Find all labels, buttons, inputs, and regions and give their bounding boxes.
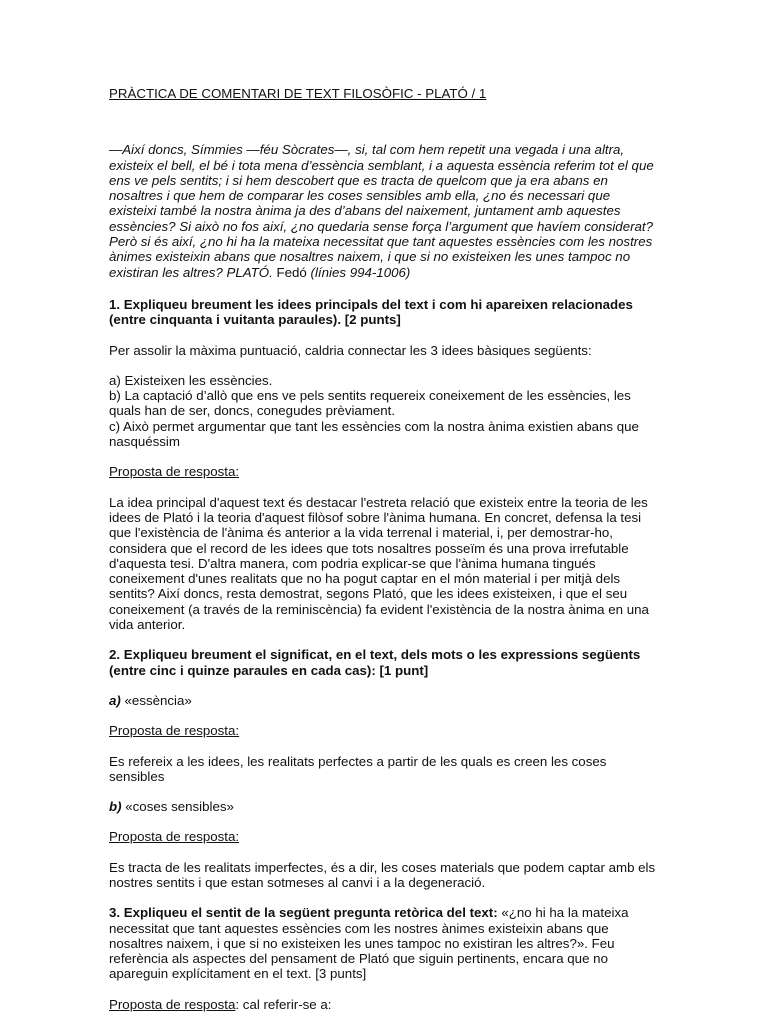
question-3-heading [109,905,661,981]
idea-item: a) Existeixen les essències. [109,372,273,388]
quote-source: Fedó [276,264,307,280]
question-3-proposal-rest: : cal referir-se a: [235,996,332,1012]
question-1-proposal-label: Proposta de resposta: [109,464,240,480]
question-2a-proposal-label: Proposta de resposta: [109,723,240,739]
question-2a-label: a) [109,692,121,708]
quote-text: —Així doncs, Símmies —féu Sòcrates—, si, tal com hem repetit una vegada i una altra, existeix el bell, el bé i tota mena d’essència semblant, i a aquesta essència referim tot el que ens ve pels sentits; i si hem descobert que es tracta de quelcom que ja era abans en nosaltres i que hem de comparar les coses sensibles amb ella, ¿no és necessari que existeixi també la nostra ànima ja des d’abans del naixement, juntament amb aquestes essències? Si això no fos així, ¿no quedaria sense força l’argument que havíem considerat? Però si és així, ¿no hi ha la mateixa necessitat que tant aquestes essències com les nostres ànimes existeixin abans que nosaltres naixem, i que si no existeixen les unes tampoc no existiran les altres? PLATÓ. [109,142,654,280]
question-2a-answer: Es refereix a les idees, les realitats perfectes a partir de les quals es creen les coses sensibles [109,753,607,784]
plato-quote [109,142,661,280]
question-2b-term-text: «coses sensibles» [121,799,234,815]
question-2a-term [109,693,661,708]
quote-lines: (línies 994-1006) [310,264,411,280]
question-3-heading-rest: «¿no hi ha la mateixa necessitat que tant aquestes essències com les nostres ànimes existeixin abans que nosaltres naixem, i que si no existeixen les unes tampoc no existiran les altres?». Feu referència als aspectes del pensament de Plató que siguin pertinents, encara que no apareguin explícitament en el text. [3 punts] [109,905,629,982]
question-2a-term-text: «essència» [120,692,192,708]
idea-item: c) Això permet argumentar que tant les essències com la nostra ànima existien abans que nasquéssim [109,418,639,450]
question-2-heading: 2. Expliqueu breument el significat, en el text, dels mots o les expressions següents (entre cinc i quinze paraules en cada cas): [1 punt] [109,647,641,678]
question-3-proposal-label: Proposta de resposta [109,996,236,1012]
question-2b-label: b) [109,799,122,815]
question-1-answer: La idea principal d'aquest text és destacar l'estreta relació que existeix entre la teoria de les idees de Plató i la teoria d'aquest filòsof sobre l'ànima humana. En concret, defensa la tesi que l'existència de l'ànima és anterior a la vida terrenal i material, i, per demostrar-ho, considera que el record de les idees que tots nosaltres posseïm és una prova irrefutable d'aquesta tesi. D'altra manera, com podria explicar-se que l'ànima humana tingués coneixement d'unes realitats que no ha pogut captar en el món material i per mitjà dels sentits? Així doncs, resta demostrat, segons Plató, que les idees existeixen, i que el seu coneixement (a través de la reminiscència) fa evident l'existència de la nostra ànima en una vida anterior. [109,494,649,633]
question-1-intro: Per assolir la màxima puntuació, caldria connectar les 3 idees bàsiques següents: [109,342,592,358]
document-title: PRÀCTICA DE COMENTARI DE TEXT FILOSÒFIC - PLATÓ / 1 [109,86,487,101]
document-page [109,86,661,1012]
idea-item: b) La captació d’allò que ens ve pels sentits requereix coneixement de les essències, les quals han de ser, doncs, conegudes prèviament. [109,388,631,419]
question-3-heading-bold: 3. Expliqueu el sentit de la següent pregunta retòrica del text: [109,905,498,921]
question-2b-answer: Es tracta de les realitats imperfectes, és a dir, les coses materials que podem captar amb els nostres sentits i que estan sotmeses al canvi i a la degeneració. [109,859,656,890]
question-3-proposal [109,997,661,1012]
question-2b-proposal-label: Proposta de resposta: [109,829,240,845]
question-1-heading: 1. Expliqueu breument les idees principals del text i com hi apareixen relacionades (entre cinquanta i vuitanta paraules). [2 punts] [109,296,633,328]
question-2b-term [109,799,661,814]
ideas-list [109,373,661,449]
